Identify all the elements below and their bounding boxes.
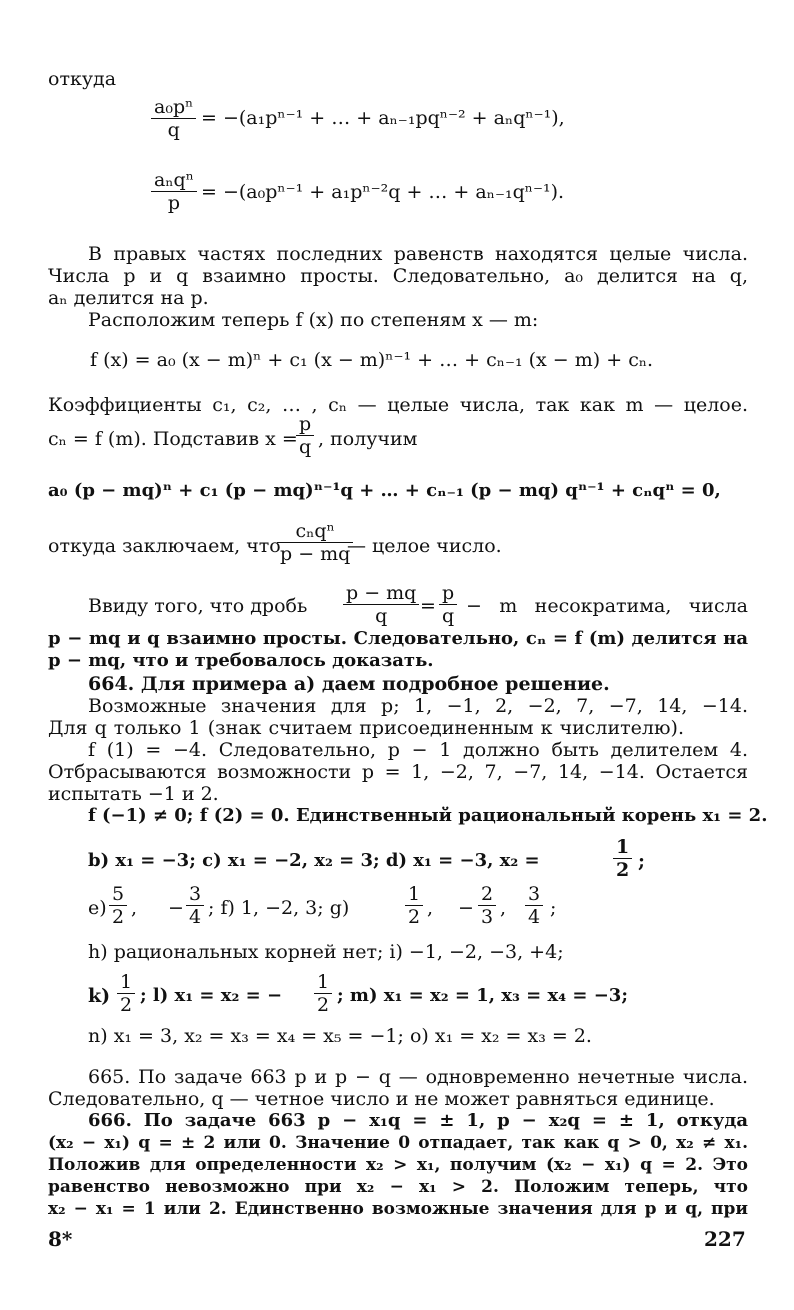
fraction-numerator: aₙqⁿ: [151, 169, 197, 192]
equation-4: a₀ (p − mq)ⁿ + c₁ (p − mq)ⁿ⁻¹q + … + cₙ₋₁ (p − mq) qⁿ⁻¹ + cₙqⁿ = 0,: [48, 480, 721, 501]
fraction-1-over-2: [405, 883, 423, 928]
fraction-numerator: p: [439, 582, 457, 605]
fraction-numerator: 5: [109, 883, 127, 906]
paragraph-line: испытать −1 и 2.: [48, 783, 219, 805]
fraction-denominator: 2: [317, 994, 330, 1016]
answer-label-e: e): [88, 897, 107, 919]
text-otkuda: откуда: [48, 68, 117, 90]
fraction-numerator: 3: [525, 883, 543, 906]
paragraph-line: Для q только 1 (знак считаем присоединенным к числителю).: [48, 717, 684, 739]
equation-1-rhs: = −(a₁pⁿ⁻¹ + … + aₙ₋₁pqⁿ⁻² + aₙqⁿ⁻¹),: [201, 107, 565, 129]
fraction-5-over-2: [109, 883, 127, 928]
fraction-numerator: p − mq: [343, 582, 419, 605]
paragraph-line: откуда заключаем, что: [48, 535, 281, 557]
problem-666-line: равенство невозможно при x₂ − x₁ > 2. Положим теперь, что: [48, 1177, 748, 1197]
paragraph-line: В правых частях последних равенств находятся целые числа.: [88, 243, 748, 265]
equation-3: f (x) = a₀ (x − m)ⁿ + c₁ (x − m)ⁿ⁻¹ + … + cₙ₋₁ (x − m) + cₙ.: [90, 349, 654, 371]
fraction-1-over-2: [314, 971, 332, 1016]
fraction-denominator: 4: [528, 906, 541, 928]
paragraph-line: f (1) = −4. Следовательно, p − 1 должно быть делителем 4.: [88, 739, 748, 761]
fraction-3-over-4: [186, 883, 204, 928]
paragraph-line: Ввиду того, что дробь: [88, 595, 308, 617]
fraction-denominator: 2: [408, 906, 421, 928]
fraction-2-over-3: [478, 883, 496, 928]
problem-666-line: Положив для определенности x₂ > x₁, получим (x₂ − x₁) q = 2. Это: [48, 1155, 748, 1175]
fraction-numerator: 1: [613, 836, 632, 859]
answers-f-g: ; f) 1, −2, 3; g): [208, 897, 350, 919]
answer-l: ; l) x₁ = x₂ = −: [140, 985, 283, 1006]
fraction-a0pn-over-q: [151, 96, 196, 141]
comma: ,: [427, 897, 434, 919]
footer-signature-mark: 8*: [48, 1227, 73, 1251]
semicolon: ;: [638, 850, 646, 872]
answers-h-i: h) рациональных корней нет; i) −1, −2, −3, +4;: [88, 941, 564, 963]
paragraph-line: p − mq, что и требовалось доказать.: [48, 650, 434, 671]
problem-665-line: Следовательно, q — четное число и не может равняться единице.: [48, 1088, 715, 1110]
semicolon: ;: [550, 897, 557, 919]
equation-2-rhs: = −(a₀pⁿ⁻¹ + a₁pⁿ⁻²q + … + aₙ₋₁qⁿ⁻¹).: [201, 181, 565, 203]
fraction-3-over-4: [525, 883, 543, 928]
paragraph-line: Коэффициенты c₁, c₂, … , cₙ — целые числа, так как m — целое.: [48, 394, 748, 416]
comma: ,: [131, 897, 138, 919]
problem-666-line: (x₂ − x₁) q = ± 2 или 0. Значение 0 отпадает, так как q > 0, x₂ ≠ x₁.: [48, 1133, 748, 1153]
minus-sign: −: [168, 897, 184, 919]
fraction-p-over-q: [296, 413, 314, 458]
comma: ,: [500, 897, 507, 919]
paragraph-line: Расположим теперь f (x) по степеням x — m:: [88, 309, 539, 331]
fraction-denominator: 2: [616, 859, 630, 881]
fraction-denominator: 4: [189, 906, 202, 928]
answer-label-k: k): [88, 985, 111, 1007]
page-number: 227: [704, 1227, 746, 1251]
paragraph-line: Отбрасываются возможности p = 1, −2, 7, −7, 14, −14. Остается: [48, 761, 748, 783]
fraction-numerator: cₙqⁿ: [277, 520, 353, 543]
fraction-denominator: p: [167, 192, 181, 214]
problem-666-line: x₂ − x₁ = 1 или 2. Единственно возможные значения для p и q, при: [48, 1199, 748, 1219]
fraction-denominator: q: [442, 605, 455, 627]
fraction-cnqn-over-p-mq: [277, 520, 353, 565]
paragraph-line: — целое число.: [347, 535, 502, 557]
equals-sign: =: [420, 595, 436, 617]
paragraph-line: p − mq и q взаимно просты. Следовательно, cₙ = f (m) делится на: [48, 628, 748, 649]
fraction-denominator: 2: [120, 994, 133, 1016]
fraction-p-mq-over-q: [343, 582, 419, 627]
fraction-p-over-q: [439, 582, 457, 627]
paragraph-line: Возможные значения для p; 1, −1, 2, −2, 7, −7, 14, −14.: [88, 695, 748, 717]
fraction-numerator: 3: [186, 883, 204, 906]
fraction-denominator: 2: [112, 906, 125, 928]
fraction-numerator: 1: [405, 883, 423, 906]
fraction-denominator: q: [167, 119, 180, 141]
paragraph-line: , получим: [318, 428, 418, 450]
answers-n-o: n) x₁ = 3, x₂ = x₃ = x₄ = x₅ = −1; o) x₁ = x₂ = x₃ = 2.: [88, 1025, 592, 1047]
fraction-1-over-2: [117, 971, 135, 1016]
paragraph-line: − m несократима, числа: [466, 595, 748, 617]
fraction-numerator: p: [296, 413, 314, 436]
problem-666-line: 666. По задаче 663 p − x₁q = ± 1, p − x₂q = ± 1, откуда: [88, 1110, 748, 1131]
fraction-numerator: a₀pⁿ: [151, 96, 196, 119]
fraction-anqn-over-p: [151, 169, 197, 214]
fraction-numerator: 1: [314, 971, 332, 994]
paragraph-line: Числа p и q взаимно просты. Следовательно, a₀ делится на q,: [48, 265, 748, 287]
answers-b-c-d: b) x₁ = −3; c) x₁ = −2, x₂ = 3; d) x₁ = −3, x₂ =: [88, 850, 540, 871]
paragraph-line: f (−1) ≠ 0; f (2) = 0. Единственный рациональный корень x₁ = 2.: [88, 805, 768, 826]
paragraph-line: cₙ = f (m). Подставив x =: [48, 428, 298, 450]
fraction-denominator: 3: [481, 906, 494, 928]
fraction-denominator: p − mq: [280, 543, 351, 565]
fraction-numerator: 1: [117, 971, 135, 994]
fraction-numerator: 2: [478, 883, 496, 906]
problem-664-heading: 664. Для примера а) даем подробное решение.: [88, 673, 610, 695]
problem-665-line: 665. По задаче 663 p и p − q — одновременно нечетные числа.: [88, 1066, 748, 1088]
fraction-1-over-2: [613, 836, 632, 881]
minus-sign: −: [458, 897, 474, 919]
fraction-denominator: q: [375, 605, 388, 627]
paragraph-line: aₙ делится на p.: [48, 287, 209, 309]
fraction-denominator: q: [299, 436, 312, 458]
answer-m: ; m) x₁ = x₂ = 1, x₃ = x₄ = −3;: [337, 985, 628, 1006]
